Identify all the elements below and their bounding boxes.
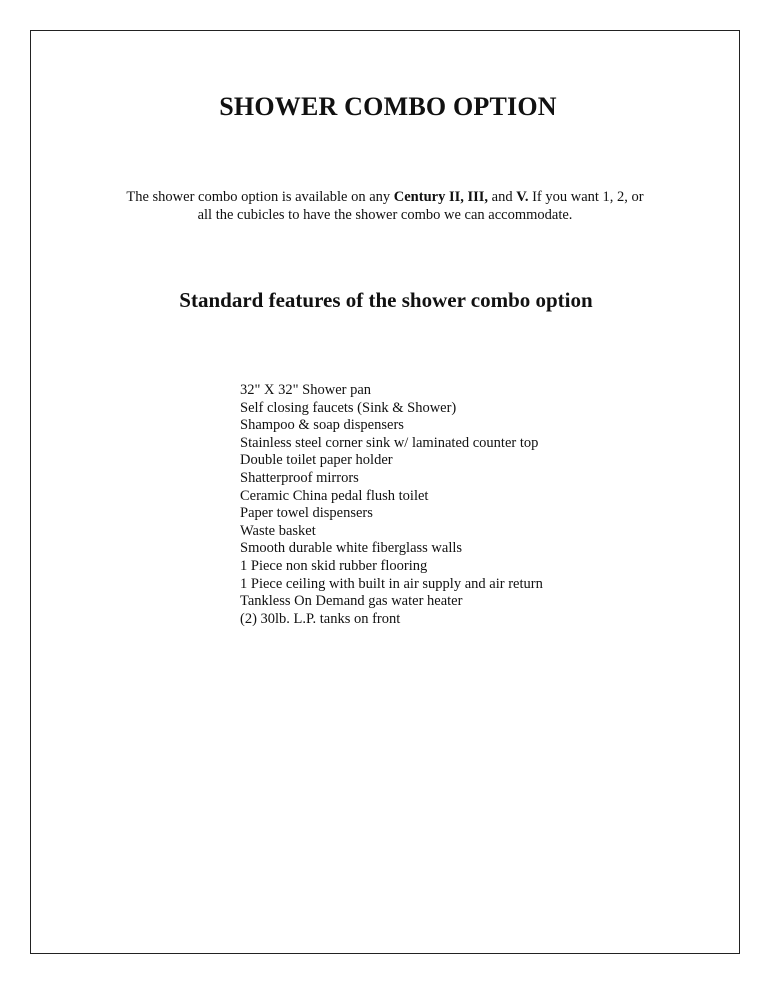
feature-item: 1 Piece non skid rubber flooring (240, 557, 428, 574)
feature-item: Self closing faucets (Sink & Shower) (240, 399, 457, 416)
feature-item: 32" X 32" Shower pan (240, 382, 372, 398)
feature-item: Smooth durable white fiberglass walls (240, 540, 463, 557)
intro-paragraph (120, 189, 650, 224)
feature-item: (2) 30lb. L.P. tanks on front (240, 610, 401, 627)
feature-item: Tankless On Demand gas water heater (240, 593, 463, 610)
intro-text-1: The shower combo option is available on any (126, 189, 394, 205)
page-title: SHOWER COMBO OPTION (219, 92, 557, 121)
feature-item: Waste basket (240, 522, 316, 539)
intro-text-3: If you want 1, 2, or all the cubicles to have the shower combo we can accommodate. (197, 189, 644, 223)
features-list (240, 382, 543, 628)
intro-text-2: and (488, 189, 517, 205)
features-heading: Standard features of the shower combo option (179, 288, 593, 312)
feature-item: Stainless steel corner sink w/ laminated counter top (240, 434, 539, 451)
intro-models: Century II, III, (393, 189, 489, 205)
feature-item: Paper towel dispensers (240, 505, 373, 522)
feature-item: Double toilet paper holder (240, 452, 393, 469)
intro-model-v: V. (516, 189, 529, 205)
feature-item: Shampoo & soap dispensers (240, 417, 404, 434)
feature-item: 1 Piece ceiling with built in air supply and air return (240, 575, 543, 592)
feature-item: Ceramic China pedal flush toilet (240, 487, 429, 504)
feature-item: Shatterproof mirrors (240, 469, 359, 486)
